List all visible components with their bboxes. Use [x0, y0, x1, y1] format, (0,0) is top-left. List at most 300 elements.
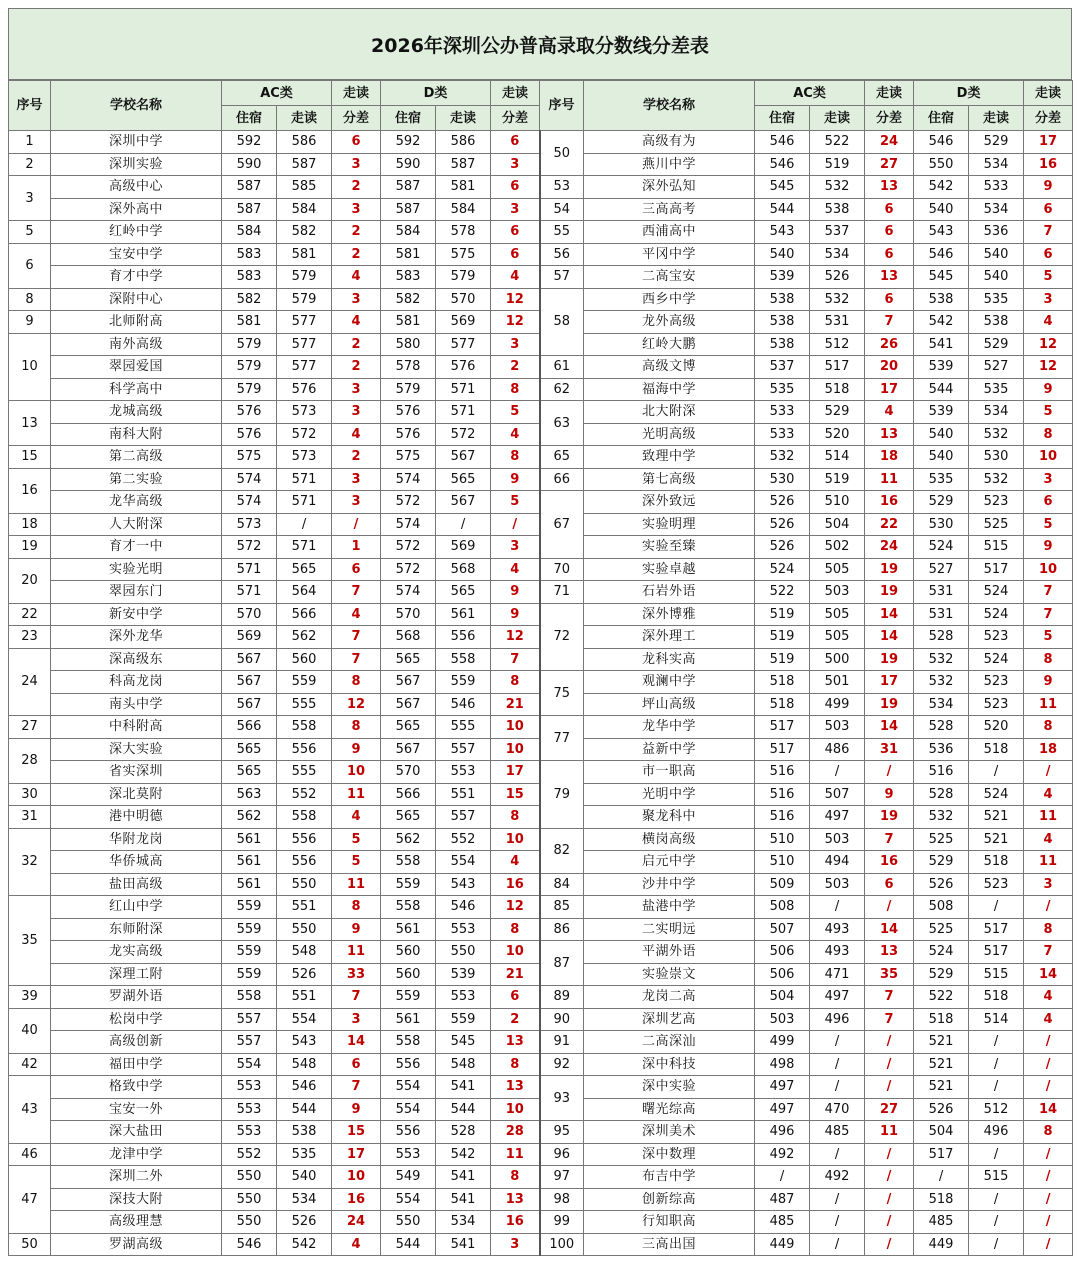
- school-name-cell: 深圳实验: [51, 153, 222, 176]
- d-day-cell: 512: [969, 1098, 1024, 1121]
- ac-diff-cell: 20: [865, 356, 914, 379]
- school-name-cell: 二高深汕: [584, 1031, 755, 1054]
- ac-day-cell: 507: [810, 783, 865, 806]
- d-diff-cell: 15: [491, 783, 540, 806]
- d-boarding-cell: 449: [914, 1233, 969, 1256]
- seq-cell: 56: [540, 243, 584, 266]
- d-diff-cell: 3: [491, 198, 540, 221]
- school-name-cell: 三高高考: [584, 198, 755, 221]
- ac-boarding-cell: 533: [755, 401, 810, 424]
- ac-boarding-cell: 508: [755, 896, 810, 919]
- table-row: [9, 356, 1073, 379]
- ac-day-cell: 587: [277, 153, 332, 176]
- seq-cell: 77: [540, 716, 584, 761]
- seq-cell: 100: [540, 1233, 584, 1256]
- seq-cell: 63: [540, 401, 584, 446]
- d-diff-cell: 21: [491, 963, 540, 986]
- table-header: [9, 81, 1073, 131]
- seq-cell: 90: [540, 1008, 584, 1031]
- school-name-cell: 深大实验: [51, 738, 222, 761]
- school-name-cell: 龙华中学: [584, 716, 755, 739]
- ac-diff-cell: 4: [332, 806, 381, 829]
- seq-cell: 5: [9, 221, 51, 244]
- ac-diff-cell: 2: [332, 243, 381, 266]
- seq-cell: 97: [540, 1166, 584, 1189]
- d-diff-cell: 16: [1024, 153, 1073, 176]
- ac-boarding-cell: 503: [755, 1008, 810, 1031]
- ac-boarding-cell: 546: [755, 131, 810, 154]
- d-diff-cell: 12: [491, 288, 540, 311]
- table-row: [9, 401, 1073, 424]
- d-boarding-cell: 559: [381, 873, 436, 896]
- seq-cell: 75: [540, 671, 584, 716]
- d-boarding-cell: 539: [914, 356, 969, 379]
- d-day-cell: 581: [436, 176, 491, 199]
- ac-diff-cell: /: [332, 513, 381, 536]
- d-diff-cell: /: [1024, 761, 1073, 784]
- d-day-cell: /: [969, 1233, 1024, 1256]
- d-diff-cell: /: [1024, 1076, 1073, 1099]
- seq-cell: 87: [540, 941, 584, 986]
- table-row: [9, 288, 1073, 311]
- d-day-cell: 569: [436, 536, 491, 559]
- d-diff-cell: 8: [491, 671, 540, 694]
- ac-diff-cell: 8: [332, 671, 381, 694]
- ac-boarding-cell: 587: [222, 176, 277, 199]
- d-day-cell: 541: [436, 1188, 491, 1211]
- ac-boarding-cell: 507: [755, 918, 810, 941]
- ac-day-cell: 520: [810, 423, 865, 446]
- table-row: [9, 671, 1073, 694]
- d-boarding-cell: 572: [381, 536, 436, 559]
- table-row: [9, 221, 1073, 244]
- d-day-cell: 529: [969, 131, 1024, 154]
- school-name-cell: 深圳中学: [51, 131, 222, 154]
- school-name-cell: 益新中学: [584, 738, 755, 761]
- d-boarding-cell: 582: [381, 288, 436, 311]
- seq-cell: 1: [9, 131, 51, 154]
- ac-day-cell: 577: [277, 356, 332, 379]
- d-day-cell: 576: [436, 356, 491, 379]
- ac-day-cell: 537: [810, 221, 865, 244]
- ac-boarding-cell: 571: [222, 581, 277, 604]
- d-diff-cell: 18: [1024, 738, 1073, 761]
- d-diff-cell: 5: [491, 401, 540, 424]
- ac-day-cell: 502: [810, 536, 865, 559]
- school-name-cell: 红岭中学: [51, 221, 222, 244]
- ac-boarding-cell: 579: [222, 356, 277, 379]
- d-boarding-cell: 538: [914, 288, 969, 311]
- table-row: [9, 468, 1073, 491]
- seq-cell: 18: [9, 513, 51, 536]
- school-name-cell: 实验光明: [51, 558, 222, 581]
- ac-diff-cell: /: [865, 1211, 914, 1234]
- ac-boarding-cell: 574: [222, 491, 277, 514]
- d-diff-cell: /: [1024, 896, 1073, 919]
- ac-day-cell: 585: [277, 176, 332, 199]
- ac-day-cell: 512: [810, 333, 865, 356]
- ac-day-cell: 546: [277, 1076, 332, 1099]
- seq-cell: 43: [9, 1076, 51, 1144]
- d-diff-cell: 7: [491, 648, 540, 671]
- d-day-cell: /: [969, 896, 1024, 919]
- d-diff-cell: 14: [1024, 963, 1073, 986]
- seq-cell: 91: [540, 1031, 584, 1054]
- ac-diff-cell: 10: [332, 761, 381, 784]
- d-day-cell: 518: [969, 986, 1024, 1009]
- school-name-cell: 平湖外语: [584, 941, 755, 964]
- d-day-cell: 532: [969, 423, 1024, 446]
- school-name-cell: 罗湖高级: [51, 1233, 222, 1256]
- d-boarding-cell: 524: [914, 536, 969, 559]
- d-boarding-cell: 581: [381, 311, 436, 334]
- ac-diff-cell: 13: [865, 941, 914, 964]
- ac-boarding-cell: 559: [222, 941, 277, 964]
- d-boarding-cell: 550: [381, 1211, 436, 1234]
- ac-diff-cell: 6: [332, 1053, 381, 1076]
- ac-day-cell: 485: [810, 1121, 865, 1144]
- d-diff-cell: 8: [491, 806, 540, 829]
- header-day: 走读: [436, 106, 491, 131]
- school-name-cell: 宝安一外: [51, 1098, 222, 1121]
- ac-boarding-cell: 449: [755, 1233, 810, 1256]
- school-name-cell: 深圳美术: [584, 1121, 755, 1144]
- ac-diff-cell: 6: [332, 558, 381, 581]
- ac-boarding-cell: 561: [222, 828, 277, 851]
- seq-cell: 9: [9, 311, 51, 334]
- ac-diff-cell: 19: [865, 806, 914, 829]
- ac-boarding-cell: 499: [755, 1031, 810, 1054]
- d-day-cell: 534: [969, 401, 1024, 424]
- school-name-cell: 高级理慧: [51, 1211, 222, 1234]
- d-diff-cell: 3: [1024, 288, 1073, 311]
- ac-boarding-cell: 559: [222, 918, 277, 941]
- ac-diff-cell: 17: [865, 671, 914, 694]
- table-row: [9, 243, 1073, 266]
- school-name-cell: 北师附高: [51, 311, 222, 334]
- header-diff-top: 走读: [865, 81, 914, 106]
- ac-diff-cell: 7: [332, 626, 381, 649]
- d-day-cell: 515: [969, 536, 1024, 559]
- d-day-cell: /: [969, 1211, 1024, 1234]
- d-day-cell: /: [969, 1076, 1024, 1099]
- school-name-cell: 实验崇文: [584, 963, 755, 986]
- school-name-cell: 行知职高: [584, 1211, 755, 1234]
- ac-day-cell: 532: [810, 288, 865, 311]
- ac-day-cell: /: [810, 1076, 865, 1099]
- d-diff-cell: 16: [491, 873, 540, 896]
- school-name-cell: 新安中学: [51, 603, 222, 626]
- header-diff-top: 走读: [1024, 81, 1073, 106]
- ac-diff-cell: 4: [865, 401, 914, 424]
- ac-boarding-cell: 567: [222, 671, 277, 694]
- d-day-cell: 515: [969, 1166, 1024, 1189]
- d-boarding-cell: 581: [381, 243, 436, 266]
- school-name-cell: 聚龙科中: [584, 806, 755, 829]
- ac-diff-cell: 33: [332, 963, 381, 986]
- ac-day-cell: 535: [277, 1143, 332, 1166]
- d-boarding-cell: 541: [914, 333, 969, 356]
- ac-day-cell: /: [810, 1211, 865, 1234]
- ac-boarding-cell: 558: [222, 986, 277, 1009]
- header-boarding: 住宿: [914, 106, 969, 131]
- d-boarding-cell: 525: [914, 918, 969, 941]
- d-boarding-cell: 574: [381, 468, 436, 491]
- table-row: [9, 941, 1073, 964]
- ac-diff-cell: /: [865, 1053, 914, 1076]
- ac-day-cell: 497: [810, 986, 865, 1009]
- ac-diff-cell: 3: [332, 153, 381, 176]
- ac-diff-cell: 7: [865, 311, 914, 334]
- ac-boarding-cell: 572: [222, 536, 277, 559]
- d-day-cell: 561: [436, 603, 491, 626]
- d-diff-cell: 10: [491, 1098, 540, 1121]
- ac-day-cell: 538: [810, 198, 865, 221]
- table-row: [9, 176, 1073, 199]
- ac-day-cell: 560: [277, 648, 332, 671]
- d-day-cell: 539: [436, 963, 491, 986]
- d-day-cell: 538: [969, 311, 1024, 334]
- ac-boarding-cell: 553: [222, 1076, 277, 1099]
- ac-boarding-cell: 587: [222, 198, 277, 221]
- school-name-cell: 实验明理: [584, 513, 755, 536]
- ac-day-cell: 497: [810, 806, 865, 829]
- d-day-cell: 571: [436, 401, 491, 424]
- d-day-cell: 534: [969, 198, 1024, 221]
- table-row: [9, 761, 1073, 784]
- table-row: [9, 1053, 1073, 1076]
- ac-boarding-cell: /: [755, 1166, 810, 1189]
- d-day-cell: 523: [969, 491, 1024, 514]
- school-name-cell: 深北莫附: [51, 783, 222, 806]
- d-boarding-cell: 534: [914, 693, 969, 716]
- ac-boarding-cell: 526: [755, 536, 810, 559]
- ac-diff-cell: 19: [865, 693, 914, 716]
- d-boarding-cell: 575: [381, 446, 436, 469]
- d-boarding-cell: 532: [914, 806, 969, 829]
- d-boarding-cell: 572: [381, 491, 436, 514]
- d-day-cell: 525: [969, 513, 1024, 536]
- ac-day-cell: 572: [277, 423, 332, 446]
- school-name-cell: 光明中学: [584, 783, 755, 806]
- ac-diff-cell: 19: [865, 581, 914, 604]
- d-boarding-cell: 517: [914, 1143, 969, 1166]
- d-boarding-cell: 574: [381, 581, 436, 604]
- ac-boarding-cell: 584: [222, 221, 277, 244]
- d-day-cell: 587: [436, 153, 491, 176]
- d-day-cell: 523: [969, 693, 1024, 716]
- ac-day-cell: 551: [277, 986, 332, 1009]
- d-diff-cell: /: [1024, 1211, 1073, 1234]
- d-boarding-cell: 518: [914, 1008, 969, 1031]
- school-name-cell: 深技大附: [51, 1188, 222, 1211]
- d-boarding-cell: 528: [914, 783, 969, 806]
- school-name-cell: 深高级东: [51, 648, 222, 671]
- seq-cell: 24: [9, 648, 51, 716]
- ac-day-cell: 558: [277, 806, 332, 829]
- d-diff-cell: 13: [491, 1188, 540, 1211]
- school-name-cell: 翠园爱国: [51, 356, 222, 379]
- ac-boarding-cell: 573: [222, 513, 277, 536]
- ac-diff-cell: 5: [332, 828, 381, 851]
- school-name-cell: 沙井中学: [584, 873, 755, 896]
- school-name-cell: 人大附深: [51, 513, 222, 536]
- d-day-cell: 521: [969, 828, 1024, 851]
- d-diff-cell: 9: [491, 468, 540, 491]
- table-row: [9, 131, 1073, 154]
- d-diff-cell: 6: [491, 176, 540, 199]
- d-boarding-cell: 539: [914, 401, 969, 424]
- d-day-cell: 524: [969, 581, 1024, 604]
- school-name-cell: 育才中学: [51, 266, 222, 289]
- seq-cell: 93: [540, 1076, 584, 1121]
- ac-boarding-cell: 546: [222, 1233, 277, 1256]
- ac-boarding-cell: 546: [755, 153, 810, 176]
- ac-diff-cell: 6: [865, 198, 914, 221]
- d-day-cell: 523: [969, 873, 1024, 896]
- ac-diff-cell: 13: [865, 423, 914, 446]
- d-boarding-cell: 485: [914, 1211, 969, 1234]
- d-diff-cell: 7: [1024, 603, 1073, 626]
- d-boarding-cell: 584: [381, 221, 436, 244]
- d-day-cell: 496: [969, 1121, 1024, 1144]
- d-day-cell: 557: [436, 738, 491, 761]
- d-day-cell: 524: [969, 783, 1024, 806]
- d-diff-cell: 8: [1024, 648, 1073, 671]
- table-row: [9, 918, 1073, 941]
- d-boarding-cell: 554: [381, 1098, 436, 1121]
- school-name-cell: 曙光综高: [584, 1098, 755, 1121]
- header-diff-bottom: 分差: [865, 106, 914, 131]
- d-diff-cell: 8: [1024, 1121, 1073, 1144]
- seq-cell: 55: [540, 221, 584, 244]
- header-school: 学校名称: [51, 81, 222, 131]
- d-boarding-cell: 556: [381, 1121, 436, 1144]
- ac-day-cell: 582: [277, 221, 332, 244]
- d-boarding-cell: 579: [381, 378, 436, 401]
- d-boarding-cell: 542: [914, 311, 969, 334]
- table-row: [9, 446, 1073, 469]
- ac-diff-cell: 10: [332, 1166, 381, 1189]
- d-boarding-cell: 567: [381, 738, 436, 761]
- ac-boarding-cell: 530: [755, 468, 810, 491]
- d-day-cell: 565: [436, 581, 491, 604]
- ac-day-cell: 571: [277, 468, 332, 491]
- d-day-cell: 523: [969, 626, 1024, 649]
- ac-day-cell: 519: [810, 468, 865, 491]
- seq-cell: 10: [9, 333, 51, 401]
- d-boarding-cell: 566: [381, 783, 436, 806]
- school-name-cell: 宝安中学: [51, 243, 222, 266]
- school-name-cell: 翠园东门: [51, 581, 222, 604]
- d-diff-cell: 2: [491, 356, 540, 379]
- ac-diff-cell: 24: [865, 536, 914, 559]
- d-diff-cell: 12: [1024, 356, 1073, 379]
- ac-day-cell: 562: [277, 626, 332, 649]
- school-name-cell: 龙津中学: [51, 1143, 222, 1166]
- ac-boarding-cell: 545: [755, 176, 810, 199]
- d-day-cell: 571: [436, 378, 491, 401]
- d-day-cell: 567: [436, 491, 491, 514]
- school-name-cell: 二高宝安: [584, 266, 755, 289]
- d-boarding-cell: 572: [381, 558, 436, 581]
- seq-cell: 89: [540, 986, 584, 1009]
- ac-boarding-cell: 506: [755, 941, 810, 964]
- ac-diff-cell: 31: [865, 738, 914, 761]
- d-day-cell: 527: [969, 356, 1024, 379]
- ac-diff-cell: 3: [332, 491, 381, 514]
- d-day-cell: 517: [969, 918, 1024, 941]
- ac-boarding-cell: 581: [222, 311, 277, 334]
- d-diff-cell: 12: [491, 311, 540, 334]
- d-boarding-cell: 560: [381, 941, 436, 964]
- ac-day-cell: 531: [810, 311, 865, 334]
- school-name-cell: 龙岗二高: [584, 986, 755, 1009]
- school-name-cell: 深外高中: [51, 198, 222, 221]
- d-boarding-cell: 529: [914, 491, 969, 514]
- seq-cell: 42: [9, 1053, 51, 1076]
- ac-day-cell: 500: [810, 648, 865, 671]
- school-name-cell: 实验卓越: [584, 558, 755, 581]
- score-table: [8, 80, 1073, 1256]
- d-day-cell: 533: [969, 176, 1024, 199]
- school-name-cell: 实验至臻: [584, 536, 755, 559]
- ac-boarding-cell: 550: [222, 1188, 277, 1211]
- d-diff-cell: 8: [491, 378, 540, 401]
- ac-day-cell: 505: [810, 626, 865, 649]
- d-diff-cell: /: [1024, 1166, 1073, 1189]
- ac-boarding-cell: 590: [222, 153, 277, 176]
- ac-day-cell: /: [810, 761, 865, 784]
- d-boarding-cell: 549: [381, 1166, 436, 1189]
- d-day-cell: 555: [436, 716, 491, 739]
- ac-diff-cell: /: [865, 1188, 914, 1211]
- ac-boarding-cell: 579: [222, 378, 277, 401]
- d-day-cell: 552: [436, 828, 491, 851]
- d-day-cell: 556: [436, 626, 491, 649]
- ac-day-cell: 494: [810, 851, 865, 874]
- ac-boarding-cell: 567: [222, 693, 277, 716]
- d-boarding-cell: 556: [381, 1053, 436, 1076]
- header-diff-top: 走读: [491, 81, 540, 106]
- d-diff-cell: 16: [491, 1211, 540, 1234]
- ac-diff-cell: 11: [865, 1121, 914, 1144]
- d-boarding-cell: 592: [381, 131, 436, 154]
- d-day-cell: 517: [969, 941, 1024, 964]
- ac-boarding-cell: 576: [222, 423, 277, 446]
- ac-diff-cell: 16: [865, 491, 914, 514]
- d-day-cell: 524: [969, 648, 1024, 671]
- d-diff-cell: 4: [1024, 783, 1073, 806]
- d-day-cell: 540: [969, 243, 1024, 266]
- seq-cell: 57: [540, 266, 584, 289]
- school-name-cell: 华附龙岗: [51, 828, 222, 851]
- score-table-document: [8, 8, 1072, 1256]
- ac-day-cell: 519: [810, 153, 865, 176]
- ac-diff-cell: 11: [332, 873, 381, 896]
- table-row: [9, 873, 1073, 896]
- ac-diff-cell: 9: [332, 918, 381, 941]
- ac-boarding-cell: 566: [222, 716, 277, 739]
- ac-day-cell: 555: [277, 761, 332, 784]
- d-boarding-cell: 540: [914, 446, 969, 469]
- d-diff-cell: 9: [491, 581, 540, 604]
- d-boarding-cell: 521: [914, 1031, 969, 1054]
- d-diff-cell: 6: [491, 986, 540, 1009]
- d-diff-cell: 4: [491, 423, 540, 446]
- ac-boarding-cell: 544: [755, 198, 810, 221]
- school-name-cell: 福海中学: [584, 378, 755, 401]
